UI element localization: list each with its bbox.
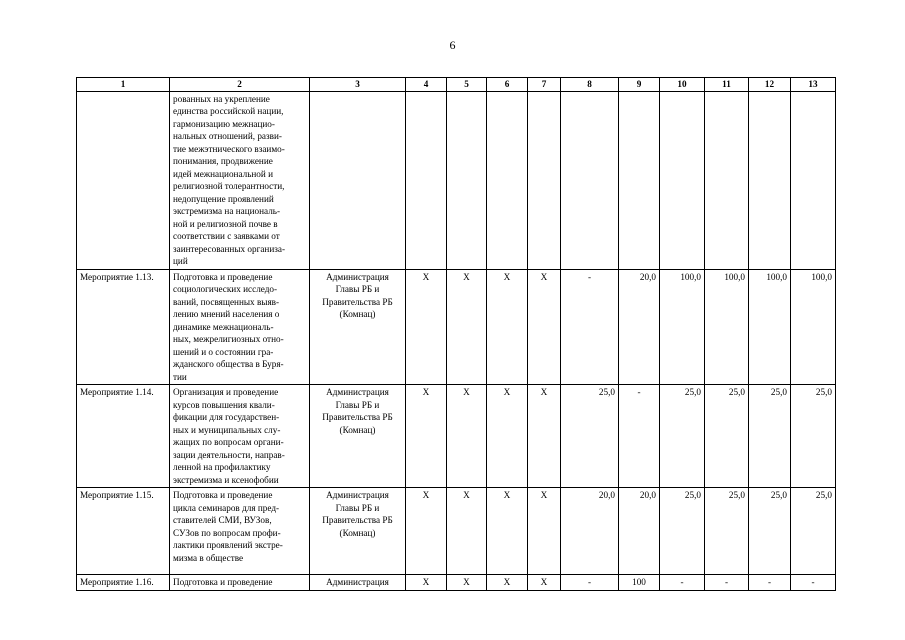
value-cell: X <box>487 385 528 488</box>
header-cell: 11 <box>705 78 749 92</box>
value-cell <box>619 91 660 269</box>
value-cell <box>660 91 705 269</box>
page-number: 6 <box>449 38 456 52</box>
value-cell: X <box>406 385 447 488</box>
measure-code: Мероприятие 1.16. <box>77 575 170 591</box>
value-cell <box>791 91 836 269</box>
value-cell: X <box>406 269 447 385</box>
table-row <box>77 575 836 591</box>
value-cell: 100,0 <box>660 269 705 385</box>
header-cell: 6 <box>487 78 528 92</box>
value-cell <box>447 91 487 269</box>
header-cell: 10 <box>660 78 705 92</box>
value-cell: 100,0 <box>705 269 749 385</box>
measure-code: Мероприятие 1.13. <box>77 269 170 385</box>
value-cell: X <box>487 488 528 575</box>
value-cell: 25,0 <box>791 385 836 488</box>
table-row <box>77 488 836 575</box>
value-cell: X <box>447 575 487 591</box>
header-cell: 7 <box>528 78 561 92</box>
measure-code: Мероприятие 1.14. <box>77 385 170 488</box>
table-row <box>77 91 836 269</box>
measure-description: Подготовка и проведение <box>170 575 310 591</box>
measure-description: рованных на укрепление единства российской нации, гармонизацию межнацио- нальных отношений, разви- тие межэтнического взаимо- понимания, продвижение идей межнациональной и религиозной толерантности, недопущение проявлений экстремизма на националь- ной и религиозной почве в соответствии с заявками от заинтересованных организа- ций <box>170 91 310 269</box>
responsible-executor: Администрация <box>310 575 406 591</box>
value-cell: X <box>447 385 487 488</box>
value-cell: - <box>619 385 660 488</box>
value-cell: - <box>749 575 791 591</box>
value-cell: 25,0 <box>791 488 836 575</box>
header-cell: 9 <box>619 78 660 92</box>
value-cell: X <box>528 269 561 385</box>
value-cell: X <box>528 385 561 488</box>
value-cell: 25,0 <box>749 488 791 575</box>
value-cell: 25,0 <box>660 385 705 488</box>
value-cell: 20,0 <box>619 269 660 385</box>
value-cell <box>561 91 619 269</box>
value-cell: - <box>791 575 836 591</box>
header-cell: 13 <box>791 78 836 92</box>
value-cell: X <box>528 575 561 591</box>
header-cell: 2 <box>170 78 310 92</box>
value-cell: - <box>705 575 749 591</box>
value-cell: X <box>487 575 528 591</box>
measure-description: Организация и проведение курсов повышения квали- фикации для государствен- ных и муниципальных слу- жащих по вопросам органи- зации деятельности, направ- ленной на профилактику экстремизма и ксенофобии <box>170 385 310 488</box>
measure-description: Подготовка и проведение цикла семинаров для пред- ставителей СМИ, ВУЗов, СУЗов по вопросам профи- лактики проявлений экстре- мизма в обществе <box>170 488 310 575</box>
header-cell: 3 <box>310 78 406 92</box>
value-cell: - <box>561 575 619 591</box>
value-cell: 100,0 <box>749 269 791 385</box>
value-cell: - <box>561 269 619 385</box>
value-cell: 20,0 <box>561 488 619 575</box>
responsible-executor <box>310 91 406 269</box>
value-cell: 25,0 <box>660 488 705 575</box>
value-cell: X <box>447 488 487 575</box>
program-table <box>76 77 836 591</box>
value-cell: 100 <box>619 575 660 591</box>
value-cell: X <box>487 269 528 385</box>
header-cell: 5 <box>447 78 487 92</box>
value-cell: X <box>447 269 487 385</box>
value-cell: 20,0 <box>619 488 660 575</box>
value-cell <box>705 91 749 269</box>
value-cell: 25,0 <box>705 488 749 575</box>
value-cell: 25,0 <box>705 385 749 488</box>
header-cell: 8 <box>561 78 619 92</box>
value-cell: X <box>406 488 447 575</box>
value-cell <box>528 91 561 269</box>
value-cell <box>406 91 447 269</box>
value-cell: 100,0 <box>791 269 836 385</box>
header-cell: 4 <box>406 78 447 92</box>
value-cell: 25,0 <box>749 385 791 488</box>
header-cell: 1 <box>77 78 170 92</box>
header-cell: 12 <box>749 78 791 92</box>
table-row <box>77 269 836 385</box>
measure-code <box>77 91 170 269</box>
value-cell: X <box>406 575 447 591</box>
value-cell <box>749 91 791 269</box>
value-cell: - <box>660 575 705 591</box>
measure-description: Подготовка и проведение социологических исследо- ваний, посвященных выяв- лению мнений населения о динамике межнациональ- ных, межрелигиозных отно- шений и о состоянии гра- жданского общества в Буря- тии <box>170 269 310 385</box>
value-cell: 25,0 <box>561 385 619 488</box>
responsible-executor: Администрация Главы РБ и Правительства РБ (Комнац) <box>310 385 406 488</box>
header-row <box>77 78 836 92</box>
responsible-executor: Администрация Главы РБ и Правительства РБ (Комнац) <box>310 269 406 385</box>
measure-code: Мероприятие 1.15. <box>77 488 170 575</box>
value-cell: X <box>528 488 561 575</box>
table-row <box>77 385 836 488</box>
responsible-executor: Администрация Главы РБ и Правительства РБ (Комнац) <box>310 488 406 575</box>
value-cell <box>487 91 528 269</box>
